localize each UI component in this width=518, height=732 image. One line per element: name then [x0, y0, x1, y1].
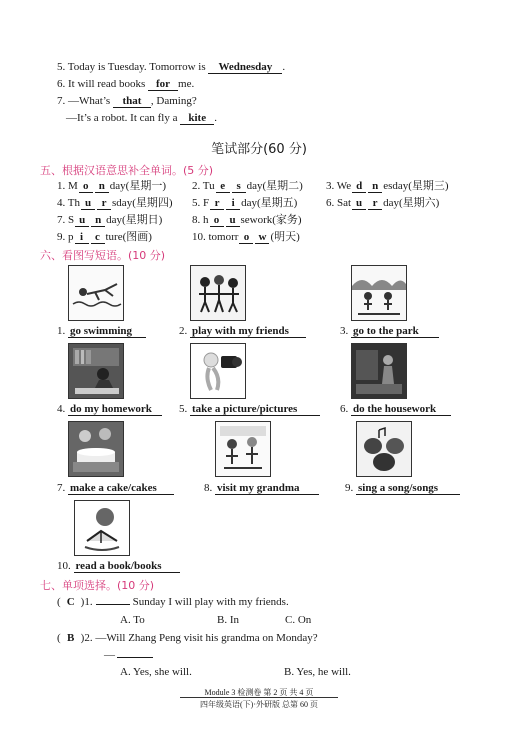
- mc-option: A. Yes, she will.: [120, 666, 192, 678]
- mc-question-2: ( B )2. —Will Zhang Peng visit his grandma on Monday?: [57, 632, 318, 644]
- section-7-heading: 七、单项选择。(10 分): [40, 579, 155, 592]
- phrase-item-1: 1. go swimming: [57, 325, 146, 338]
- answer-blank: [96, 604, 130, 605]
- phrase-item-4: 4. do my homework: [57, 403, 162, 416]
- written-section-title: 笔试部分(60 分): [211, 142, 307, 157]
- mc-answer: C: [66, 596, 75, 608]
- fill-line-7b: —It’s a robot. It can fly a kite .: [66, 112, 217, 124]
- phrase-item-6: 6. do the housework: [340, 403, 451, 416]
- camera-picture-icon: [190, 343, 246, 399]
- word-item: 8. h o u sework(家务): [192, 214, 302, 226]
- footer-module: Module 3 检测卷 第 2 页 共 4 页: [204, 688, 314, 697]
- mc-option: C. On: [285, 614, 312, 626]
- phrase-item-7: 7. make a cake/cakes: [57, 482, 174, 495]
- park-picture-icon: [351, 265, 407, 321]
- word-item: 10. tomorr o w (明天): [192, 231, 300, 243]
- footer-page: 四年级英语(下)·外研版 总第 60 页: [200, 700, 318, 709]
- word-item: 6. Sat u r day(星期六): [326, 197, 440, 209]
- friends-picture-icon: [190, 265, 246, 321]
- mc-question-1: ( C )1. Sunday I will play with my friends.: [57, 596, 289, 608]
- homework-picture-icon: [68, 343, 124, 399]
- housework-picture-icon: [351, 343, 407, 399]
- mc-option: A. To: [120, 614, 145, 626]
- answer-blank: kite: [180, 112, 214, 125]
- phrase-item-2: 2. play with my friends: [179, 325, 306, 338]
- section-5-heading: 五、根据汉语意思补全单词。(5 分): [40, 164, 214, 177]
- word-item: 7. S u n day(星期日): [57, 214, 163, 226]
- section-6-heading: 六、看图写短语。(10 分): [40, 249, 166, 262]
- grandma-picture-icon: [215, 421, 271, 477]
- reading-picture-icon: [74, 500, 130, 556]
- fill-line-6: 6. It will read books for me.: [57, 78, 195, 90]
- fill-line-5: 5. Today is Tuesday. Tomorrow is Wednesday .: [57, 61, 286, 73]
- answer-blank: that: [113, 95, 151, 108]
- fill-line-7: 7. —What’s that , Daming?: [57, 95, 197, 107]
- mc-option: B. Yes, he will.: [284, 666, 351, 678]
- word-item: 3. We d n esday(星期三): [326, 180, 449, 192]
- word-item: 1. M o n day(星期一): [57, 180, 166, 192]
- word-item: 9. p i c ture(图画): [57, 231, 152, 243]
- phrase-item-9: 9. sing a song/songs: [345, 482, 460, 495]
- swimming-picture-icon: [68, 265, 124, 321]
- singing-picture-icon: [356, 421, 412, 477]
- phrase-item-3: 3. go to the park: [340, 325, 439, 338]
- phrase-item-5: 5. take a picture/pictures: [179, 403, 320, 416]
- mc-response-line: —: [104, 648, 153, 662]
- cake-picture-icon: [68, 421, 124, 477]
- word-item: 5. F r i day(星期五): [192, 197, 298, 209]
- mc-answer: B: [67, 632, 75, 644]
- answer-blank: Wednesday: [208, 61, 282, 74]
- answer-blank: for: [148, 78, 178, 91]
- word-item: 2. Tu e s day(星期二): [192, 180, 303, 192]
- mc-option: B. In: [217, 614, 239, 626]
- phrase-item-8: 8. visit my grandma: [204, 482, 319, 495]
- word-item: 4. Th u r sday(星期四): [57, 197, 173, 209]
- phrase-item-10: 10. read a book/books: [57, 560, 180, 573]
- answer-blank: [117, 657, 153, 658]
